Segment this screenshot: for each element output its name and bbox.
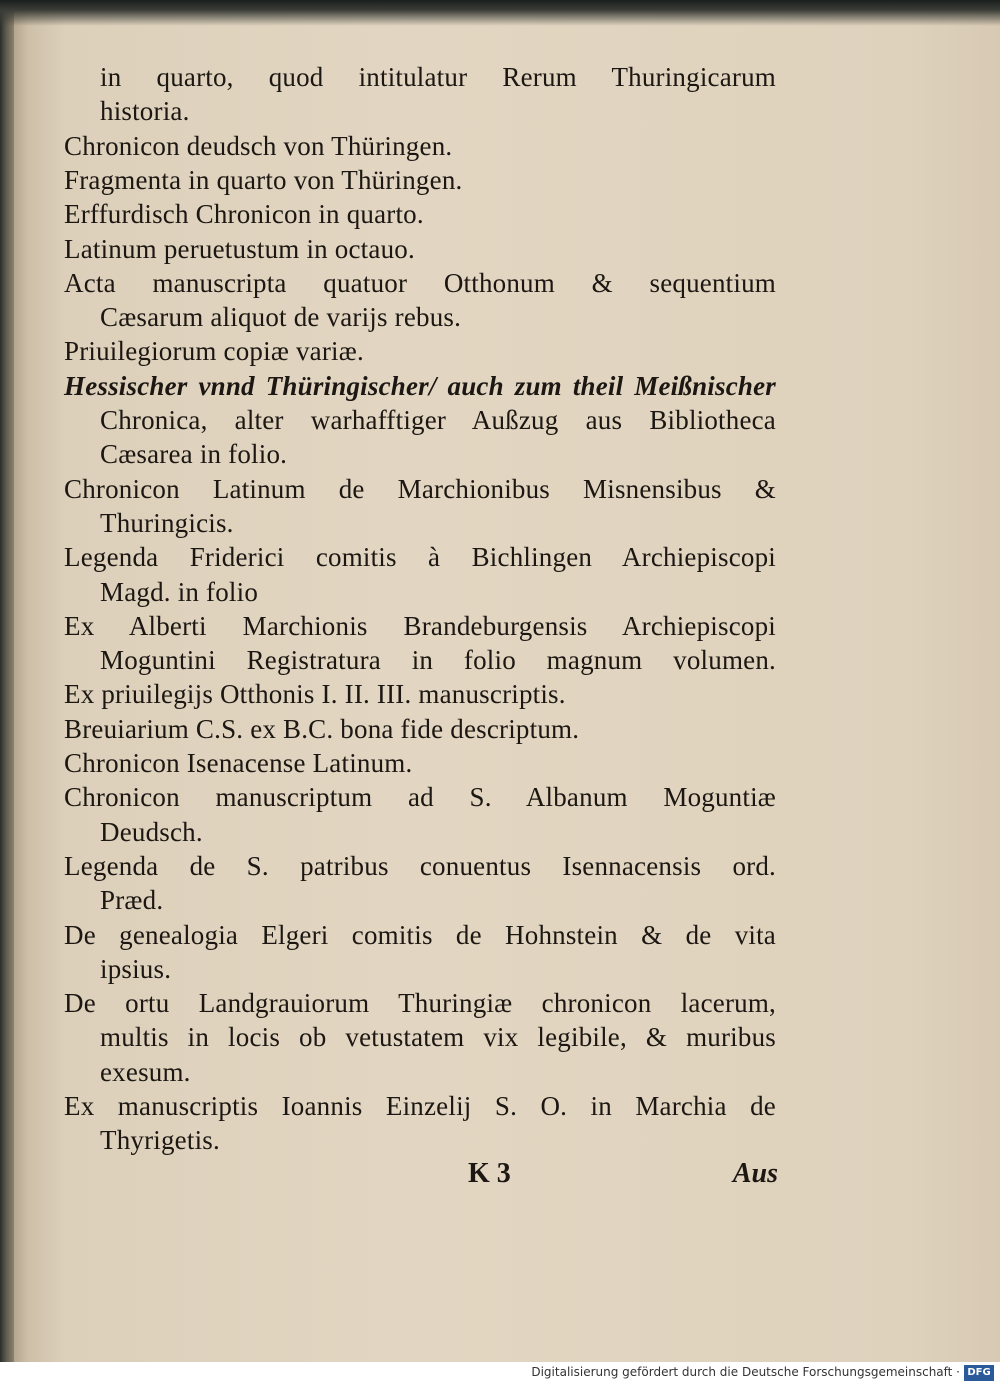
- text-line: Chronicon Isenacense Latinum.: [64, 748, 413, 778]
- text-line: Ex manuscriptis Ioannis Einzelij S. O. in Marchia de: [64, 1091, 776, 1121]
- text-line: Hessischer vnnd Thüringischer/ auch zum theil Meißnischer: [64, 370, 776, 401]
- text-line: Chronica, alter warhafftiger Außzug aus Bibliotheca: [100, 405, 776, 435]
- text-line: De ortu Landgrauiorum Thuringiæ chronicon lacerum,: [64, 988, 776, 1019]
- text-line: Legenda Friderici comitis à Bichlingen Archiepiscopi: [64, 542, 776, 573]
- text-line: Chronicon deudsch von Thüringen.: [64, 130, 453, 161]
- page-top-shadow: [0, 0, 1000, 26]
- text-line: Erffurdisch Chronicon in quarto.: [64, 199, 424, 230]
- text-line: in quarto, quod intitulatur Rerum Thuringicarum: [100, 62, 776, 92]
- text-line: De genealogia Elgeri comitis de Hohnstein & de vita: [64, 919, 776, 950]
- text-line: ipsius.: [100, 953, 172, 984]
- page-footer: [468, 1158, 778, 1198]
- text-line: Thyrigetis.: [100, 1125, 220, 1156]
- text-line: Latinum peruetustum in octauo.: [64, 233, 415, 264]
- paper-page: [6, 0, 1000, 1362]
- text-line: Ex Alberti Marchionis Brandeburgensis Archiepiscopi: [64, 610, 776, 641]
- signature-mark: K 3: [468, 1158, 511, 1189]
- dfg-logo: DFG: [964, 1365, 994, 1381]
- text-line: Chronicon Latinum de Marchionibus Misnensibus &: [64, 473, 776, 504]
- credit-bar: [0, 1362, 1000, 1386]
- credit-text: Digitalisierung gefördert durch die Deutsche Forschungsgemeinschaft ·: [531, 1365, 960, 1379]
- text-line: Breuiarium C.S. ex B.C. bona fide descriptum.: [64, 713, 580, 744]
- text-line: Ex priuilegijs Otthonis I. II. III. manuscriptis.: [64, 679, 566, 710]
- text-line: Priuilegiorum copiæ variæ.: [64, 336, 364, 367]
- text-line: Moguntini Registratura in folio magnum volumen.: [100, 645, 776, 676]
- text-line: exesum.: [100, 1056, 191, 1087]
- text-line: Acta manuscripta quatuor Otthonum & sequentium: [64, 267, 776, 298]
- text-line: multis in locis ob vetustatem vix legibile, & muribus: [100, 1022, 776, 1053]
- text-line: Magd. in folio: [100, 576, 259, 607]
- text-line: Thuringicis.: [100, 507, 234, 538]
- catchword: Aus: [732, 1158, 778, 1189]
- text-line: Cæsarea in folio.: [100, 439, 288, 470]
- text-line: Præd.: [100, 885, 164, 916]
- book-binding-edge: [0, 0, 14, 1362]
- text-line: historia.: [100, 96, 190, 127]
- text-line: Fragmenta in quarto von Thüringen.: [64, 164, 463, 195]
- text-line: Chronicon manuscriptum ad S. Albanum Moguntiæ: [64, 782, 776, 813]
- text-line: Deudsch.: [100, 816, 203, 847]
- text-line: Cæsarum aliquot de varijs rebus.: [100, 302, 462, 333]
- text-line: Legenda de S. patribus conuentus Isennacensis ord.: [64, 850, 776, 881]
